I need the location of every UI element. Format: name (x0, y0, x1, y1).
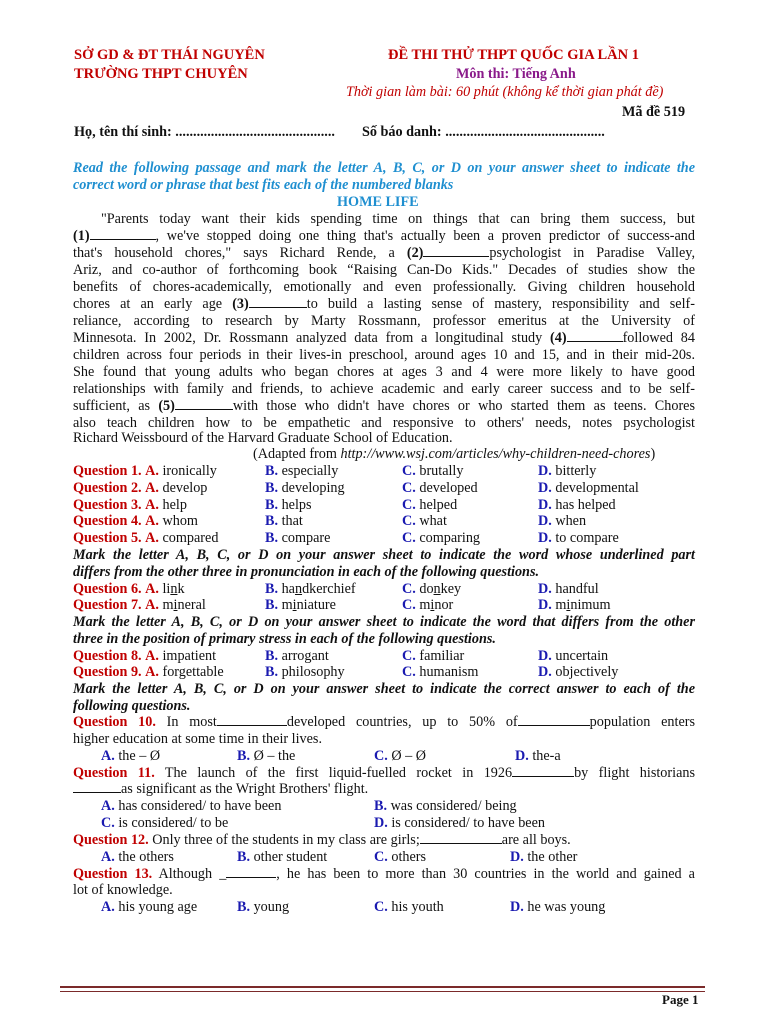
question-text: Although _ (152, 866, 227, 882)
option-b[interactable] (265, 648, 329, 665)
option-text: brutally (419, 463, 464, 479)
option-letter: C. (402, 664, 416, 680)
question-text: developed countries, up to 50% of (286, 714, 518, 730)
option-letter: D. (538, 581, 552, 597)
passage-text: sufficient, as (73, 398, 159, 414)
option-text: to compare (555, 530, 619, 547)
option-letter: D. (510, 899, 524, 915)
question-label: Question 6. (73, 581, 142, 597)
passage-line (73, 398, 695, 415)
blank-3 (249, 296, 307, 308)
answer-blank (226, 866, 276, 878)
option-letter: A. (145, 463, 159, 479)
passage-line (73, 330, 695, 347)
option-text: the-a (532, 748, 561, 764)
option-text: is considered/ to have been (391, 815, 545, 831)
passage-line (73, 296, 695, 313)
option-c[interactable] (402, 480, 478, 497)
passage-line (73, 228, 695, 245)
option-letter: D. (538, 513, 552, 530)
option-d[interactable] (538, 648, 608, 665)
question-12 (73, 832, 571, 849)
option-letter: A. (145, 648, 159, 664)
option-letter: A. (101, 748, 115, 764)
question-text: are all boys. (501, 832, 571, 848)
option-a[interactable] (101, 849, 174, 866)
option-d[interactable] (538, 513, 586, 530)
question-label: Question 3. (73, 496, 142, 513)
option-letter: B. (265, 530, 279, 547)
blank-4 (567, 330, 623, 342)
option-letter: A. (145, 530, 159, 547)
blank-number-1: (1) (73, 228, 90, 244)
school-name: TRƯỜNG THPT CHUYÊN (74, 66, 248, 82)
option-letter: C. (374, 748, 388, 764)
option-text: developmental (555, 479, 639, 496)
option-letter: D. (538, 648, 552, 664)
option-b[interactable] (265, 664, 345, 681)
question-text: by flight historians (574, 765, 695, 781)
option-text: was considered/ being (390, 798, 517, 814)
passage-line: reliance, according to research by Marty Rossmann, professor emeritus at the University of (73, 313, 695, 329)
option-letter: D. (538, 530, 552, 547)
question-label: Question 10. (73, 714, 156, 730)
option-text: young (253, 899, 290, 915)
blank-number-2: (2) (406, 245, 424, 261)
option-a-text[interactable]: mineral (162, 597, 206, 613)
question-label: Question 13. (73, 866, 153, 882)
option-letter: D. (510, 849, 524, 865)
passage-text: followed 84 (622, 330, 695, 346)
section2-instruction-line2: differs from the other three in pronunciation in each of the following questions. (73, 564, 540, 580)
footer-rule-thin (60, 991, 705, 992)
option-b[interactable] (265, 463, 338, 480)
option-letter: B. (237, 849, 251, 865)
question-label: Question 2. (73, 479, 142, 496)
blank-2 (423, 245, 489, 257)
option-letter: A. (101, 899, 115, 915)
option-letter: B. (265, 496, 279, 513)
option-text: he was young (527, 899, 606, 915)
option-c[interactable] (374, 849, 426, 866)
passage-line: also teach children how to be empathetic and responsive to others' needs, notes psychologist (73, 415, 695, 431)
option-letter: B. (374, 798, 388, 814)
option-letter: C. (402, 479, 416, 496)
option-c[interactable] (402, 648, 464, 665)
option-letter: B. (265, 597, 279, 613)
passage-line: relationships with family and friends, to achieve academic and early career success and to be self- (73, 381, 695, 397)
question-7 (73, 597, 206, 614)
option-b[interactable] (265, 530, 330, 547)
option-letter: D. (538, 463, 552, 479)
question-row (73, 480, 207, 497)
footer-rule (60, 986, 705, 988)
option-letter: D. (374, 815, 388, 831)
section3-instruction-line1: Mark the letter A, B, C, or D on your answer sheet to indicate the word that differs from the other (73, 614, 695, 630)
passage-line: "Parents today want their kids spending time on things that can bring them success, but (101, 211, 695, 227)
option-d[interactable] (515, 748, 561, 765)
option-letter: B. (237, 748, 251, 764)
exam-title: ĐỀ THI THỬ THPT QUỐC GIA LẦN 1 (388, 47, 639, 63)
option-text: his youth (391, 899, 444, 915)
question-text: In most (155, 714, 217, 730)
question-text: lot of knowledge. (73, 882, 173, 898)
option-a[interactable]: help (162, 496, 187, 513)
option-a[interactable] (101, 899, 197, 916)
option-d[interactable]: D. minimum (538, 597, 611, 613)
option-text: his young age (118, 899, 198, 915)
question-row (73, 530, 218, 547)
option-text: others (391, 849, 427, 865)
passage-line: Ariz, and co-author of forthcoming book “Raising Can-Do Kids." Decades of studies show the (73, 262, 695, 278)
passage-text: Minnesota. In 2002, Dr. Rossmann analyzed data from a longitudinal study (73, 330, 551, 346)
option-d[interactable] (510, 849, 577, 866)
option-letter: C. (402, 597, 416, 613)
option-b[interactable] (237, 899, 289, 916)
option-text: objectively (555, 664, 619, 680)
option-a[interactable]: forgettable (162, 664, 224, 680)
option-letter: D. (515, 748, 529, 764)
option-text: is considered/ to be (118, 815, 229, 831)
option-d[interactable] (374, 815, 545, 832)
question-text-line (73, 781, 368, 798)
passage-line: She found that young adults who began chores at ages 3 and 4 were more likely to have good (73, 364, 695, 380)
option-c[interactable]: C. donkey (402, 581, 462, 597)
question-text: higher education at some time in their lives. (73, 731, 323, 747)
question-label: Question 1. (73, 463, 142, 479)
option-text: uncertain (555, 648, 609, 664)
option-text: compare (281, 530, 331, 547)
option-text: helps (281, 496, 312, 513)
option-text: developed (419, 479, 478, 496)
option-text: that (281, 513, 303, 530)
option-text: arrogant (281, 648, 329, 664)
option-d[interactable] (538, 664, 618, 681)
question-label: Question 9. (73, 664, 142, 680)
option-letter: A. (145, 479, 159, 496)
option-letter: C. (101, 815, 115, 831)
passage-line: benefits of chores-academically, emotionally and even professionally. Giving children household (73, 279, 695, 295)
option-text: Ø – the (253, 748, 296, 764)
option-text: philosophy (281, 664, 345, 680)
option-c[interactable] (402, 664, 478, 681)
option-letter: B. (265, 479, 279, 496)
section3-instruction-line2: three in the position of primary stress in each of the following questions. (73, 631, 496, 647)
question-row (73, 497, 187, 514)
option-d[interactable] (538, 530, 619, 547)
option-d[interactable] (510, 899, 605, 916)
option-text: the others (118, 849, 174, 865)
passage-line: Richard Weissbourd of the Harvard Graduate School of Education. (73, 430, 453, 446)
option-letter: A. (101, 849, 115, 865)
option-text: especially (281, 463, 339, 479)
exam-duration: Thời gian làm bài: 60 phút (không kể thời gian phát đề) (346, 84, 664, 100)
option-text: developing (281, 479, 345, 496)
question-row (73, 664, 224, 681)
source-url: http://www.wsj.com/articles/why-children-need-chores (340, 446, 651, 462)
option-text: Ø – Ø (391, 748, 427, 764)
option-a[interactable] (101, 798, 281, 815)
option-b[interactable] (265, 480, 345, 497)
passage-text: that's household chores," says Richard Rende, a (73, 245, 407, 261)
option-c[interactable] (374, 748, 426, 765)
option-text: helped (419, 496, 458, 513)
option-a[interactable]: ironically (162, 463, 217, 479)
section1-instruction-line1: Read the following passage and mark the letter A, B, C, or D on your answer sheet to indicate the (73, 160, 695, 176)
question-label: Question 8. (73, 648, 142, 664)
option-letter: A. (145, 496, 159, 513)
passage-line (73, 245, 695, 262)
question-label: Question 5. (73, 530, 142, 547)
option-letter: C. (402, 463, 416, 479)
option-b[interactable] (265, 497, 312, 514)
passage-text: with those who didn't have chores or who started them as teens. Chores (232, 398, 695, 414)
option-c[interactable]: C. minor (402, 597, 454, 613)
section4-instruction-line1: Mark the letter A, B, C, or D on your answer sheet to indicate the correct answer to each of the (73, 681, 695, 697)
question-label: Question 12. (73, 832, 149, 848)
option-text: bitterly (555, 463, 597, 479)
option-letter: C. (402, 513, 416, 530)
exam-subject: Môn thi: Tiếng Anh (456, 66, 576, 82)
question-text: population enters (589, 714, 695, 730)
option-letter: C. (402, 581, 416, 597)
option-b[interactable]: B. handkerchief (265, 581, 356, 597)
question-11 (73, 765, 695, 782)
option-text: other student (253, 849, 328, 865)
option-a[interactable] (101, 748, 160, 765)
question-label: Question 4. (73, 513, 142, 530)
option-letter: B. (265, 664, 279, 680)
question-row (73, 648, 216, 665)
department-name: SỞ GD & ĐT THÁI NGUYÊN (74, 47, 265, 63)
source-prefix: (Adapted from (253, 446, 341, 462)
option-letter: C. (402, 648, 416, 664)
option-b[interactable] (237, 849, 327, 866)
passage-text: psychologist in Paradise Valley, (489, 245, 696, 261)
option-b[interactable] (237, 748, 295, 765)
option-letter: C. (374, 849, 388, 865)
option-a[interactable]: develop (162, 479, 208, 496)
option-text: has helped (555, 496, 616, 513)
option-letter: D. (538, 664, 552, 680)
option-c[interactable] (374, 899, 444, 916)
option-letter: B. (265, 463, 279, 479)
option-text: comparing (419, 530, 481, 547)
option-letter: A. (145, 664, 159, 680)
question-text: , he has been to more than 30 countries in the world and gained a (276, 866, 695, 882)
option-text: has considered/ to have been (118, 798, 282, 814)
option-c[interactable] (402, 530, 480, 547)
option-text: the – Ø (118, 748, 161, 764)
question-row (73, 463, 217, 480)
option-letter: A. (145, 597, 159, 613)
option-letter: D. (538, 479, 552, 496)
answer-blank (512, 765, 574, 777)
page-number: Page 1 (662, 992, 699, 1007)
question-text: as significant as the Wright Brothers' flight. (121, 781, 369, 797)
passage-line: children across four periods in their lives-in preschool, around ages 10 and 15, and in their mid-20s. (73, 347, 695, 363)
question-label: Question 11. (73, 765, 155, 781)
option-b[interactable] (265, 513, 303, 530)
option-d[interactable] (538, 497, 616, 514)
question-text: The launch of the first liquid-fuelled rocket in 1926 (154, 765, 513, 781)
option-a[interactable]: whom (162, 513, 198, 530)
option-b[interactable]: B. miniature (265, 597, 336, 613)
option-letter: C. (402, 496, 416, 513)
passage-text: to build a lasting sense of mastery, responsibility and self- (306, 296, 695, 312)
blank-number-3: (3) (232, 296, 249, 312)
question-10 (73, 714, 695, 731)
option-letter: C. (374, 899, 388, 915)
option-letter: B. (237, 899, 251, 915)
option-text: the other (527, 849, 578, 865)
passage-text: , we've stopped doing one thing that's actually been a proven predictor of success-and (155, 228, 695, 244)
candidate-number-field: Số báo danh: ............................................. (362, 124, 605, 140)
option-d[interactable]: D. handful (538, 581, 599, 597)
blank-5 (175, 398, 233, 410)
option-d[interactable] (538, 480, 639, 497)
question-text: Only three of the students in my class are girls; (148, 832, 420, 848)
question-13 (73, 866, 695, 883)
section2-instruction-line1: Mark the letter A, B, C, or D on your answer sheet to indicate the word whose underlined part (73, 547, 695, 563)
question-row (73, 513, 198, 530)
option-letter: A. (101, 798, 115, 814)
exam-code: Mã đề 519 (622, 104, 686, 120)
blank-number-4: (4) (550, 330, 567, 346)
answer-blank (73, 781, 121, 793)
passage-title: HOME LIFE (337, 194, 419, 210)
passage-source (253, 446, 655, 463)
option-letter: A. (145, 513, 159, 530)
option-b[interactable] (374, 798, 517, 815)
option-letter: B. (265, 648, 279, 664)
option-letter: D. (538, 496, 552, 513)
section1-instruction-line2: correct word or phrase that best fits each of the numbered blanks (73, 177, 454, 193)
option-a[interactable]: impatient (162, 648, 217, 664)
answer-blank (518, 714, 590, 726)
option-text: when (555, 513, 587, 530)
blank-1 (90, 228, 156, 240)
source-suffix: ) (650, 446, 656, 462)
passage-text: chores at an early age (73, 296, 233, 312)
option-text: humanism (419, 664, 479, 680)
option-text: familiar (419, 648, 465, 664)
option-d[interactable] (538, 463, 596, 480)
section4-instruction-line2: following questions. (73, 698, 191, 714)
option-letter: B. (265, 581, 279, 597)
answer-blank (420, 832, 502, 844)
option-text: what (419, 513, 447, 530)
option-c[interactable] (402, 513, 447, 530)
question-label: Question 7. (73, 597, 142, 613)
option-a-text[interactable]: link (162, 581, 185, 597)
question-6 (73, 581, 185, 598)
answer-blank (217, 714, 287, 726)
option-a[interactable]: compared (162, 530, 219, 547)
option-letter: B. (265, 513, 279, 530)
option-letter: A. (145, 581, 159, 597)
option-letter: D. (538, 597, 552, 613)
option-c[interactable] (101, 815, 228, 832)
option-c[interactable] (402, 497, 457, 514)
option-letter: C. (402, 530, 416, 547)
blank-number-5: (5) (158, 398, 175, 414)
option-c[interactable] (402, 463, 463, 480)
candidate-name-field: Họ, tên thí sinh: ............................................. (74, 124, 335, 140)
